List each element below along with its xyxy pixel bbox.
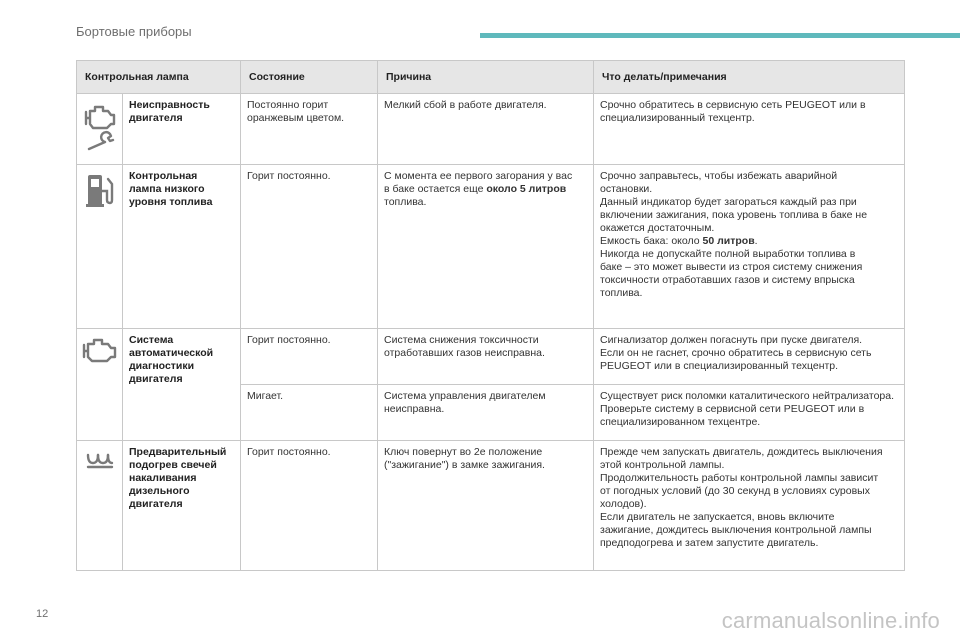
table-header-row — [77, 61, 905, 94]
cause-highlight: около 5 литров — [486, 183, 567, 195]
lamp-action — [594, 165, 905, 329]
lamp-action: Прежде чем запускать двигатель, дождитесь выключения этой контрольной лампы. Продолжительность работы контрольной лампы зависит от погодных условий (до 30 секунд в условиях суровых холодов). Если двигатель не запускается, вновь включите зажигание, дождитесь выключения контрольной лампы предподогрева и затем запустите двигатель. — [594, 441, 905, 571]
lamp-state: Горит постоянно. — [241, 329, 378, 385]
lamp-name: Неисправность двигателя — [123, 94, 241, 165]
action-text: Срочно заправьтесь, чтобы избежать аварийной остановки. Данный индикатор будет загораться каждый раз при включении зажигания, пока уровень топлива в баке не окажется достаточным. Емкость бака: около — [600, 170, 868, 247]
icon-cell — [77, 441, 123, 571]
lamp-cause: Мелкий сбой в работе двигателя. — [378, 94, 594, 165]
lamp-state: Постоянно горит оранжевым цветом. — [241, 94, 378, 165]
column-header-cause: Причина — [378, 61, 594, 94]
table-row — [77, 441, 905, 571]
engine-wrench-icon — [81, 102, 118, 156]
column-header-lamp: Контрольная лампа — [77, 61, 241, 94]
accent-bar — [480, 33, 960, 38]
lamp-name: Контрольная лампа низкого уровня топлива — [123, 165, 241, 329]
lamp-cause: Система управления двигателем неисправна. — [378, 385, 594, 441]
lamp-action: Срочно обратитесь в сервисную сеть PEUGEOT или в специализированный техцентр. — [594, 94, 905, 165]
lamp-state: Мигает. — [241, 385, 378, 441]
page-number: 12 — [36, 608, 49, 620]
lamp-cause: Ключ повернут во 2е положение ("зажигание") в замке зажигания. — [378, 441, 594, 571]
warning-lamps-table — [76, 60, 905, 571]
action-text: . Никогда не допускайте полной выработки топлива в баке – это может вывести из строя систему снижения токсичности отработавших газов и систему впрыска топлива. — [600, 235, 863, 299]
lamp-cause — [378, 165, 594, 329]
table-row — [77, 165, 905, 329]
lamp-state: Горит постоянно. — [241, 165, 378, 329]
section-title: Бортовые приборы — [76, 24, 192, 39]
lamp-action: Существует риск поломки каталитического нейтрализатора. Проверьте систему в сервисной сети PEUGEOT или в специализированном техцентре. — [594, 385, 905, 441]
fuel-pump-icon — [81, 173, 118, 209]
icon-cell — [77, 94, 123, 165]
table-row — [77, 94, 905, 165]
lamp-state: Горит постоянно. — [241, 441, 378, 571]
table-row — [77, 329, 905, 385]
icon-cell — [77, 165, 123, 329]
icon-cell — [77, 329, 123, 441]
engine-outline-icon — [81, 337, 118, 363]
column-header-state: Состояние — [241, 61, 378, 94]
cause-text: топлива. — [384, 196, 427, 208]
column-header-action: Что делать/примечания — [594, 61, 905, 94]
lamp-name: Система автоматической диагностики двигателя — [123, 329, 241, 441]
action-highlight: 50 литров — [702, 235, 755, 247]
glow-plug-icon — [81, 449, 118, 473]
lamp-cause: Система снижения токсичности отработавших газов неисправна. — [378, 329, 594, 385]
cause-text: С момента ее первого загорания у вас в баке остается еще — [384, 170, 573, 195]
lamp-name: Предварительный подогрев свечей накаливания дизельного двигателя — [123, 441, 241, 571]
watermark: carmanualsonline.info — [721, 608, 940, 633]
lamp-action: Сигнализатор должен погаснуть при пуске двигателя. Если он не гаснет, срочно обратитесь в сервисную сеть PEUGEOT или в специализированный техцентр. — [594, 329, 905, 385]
